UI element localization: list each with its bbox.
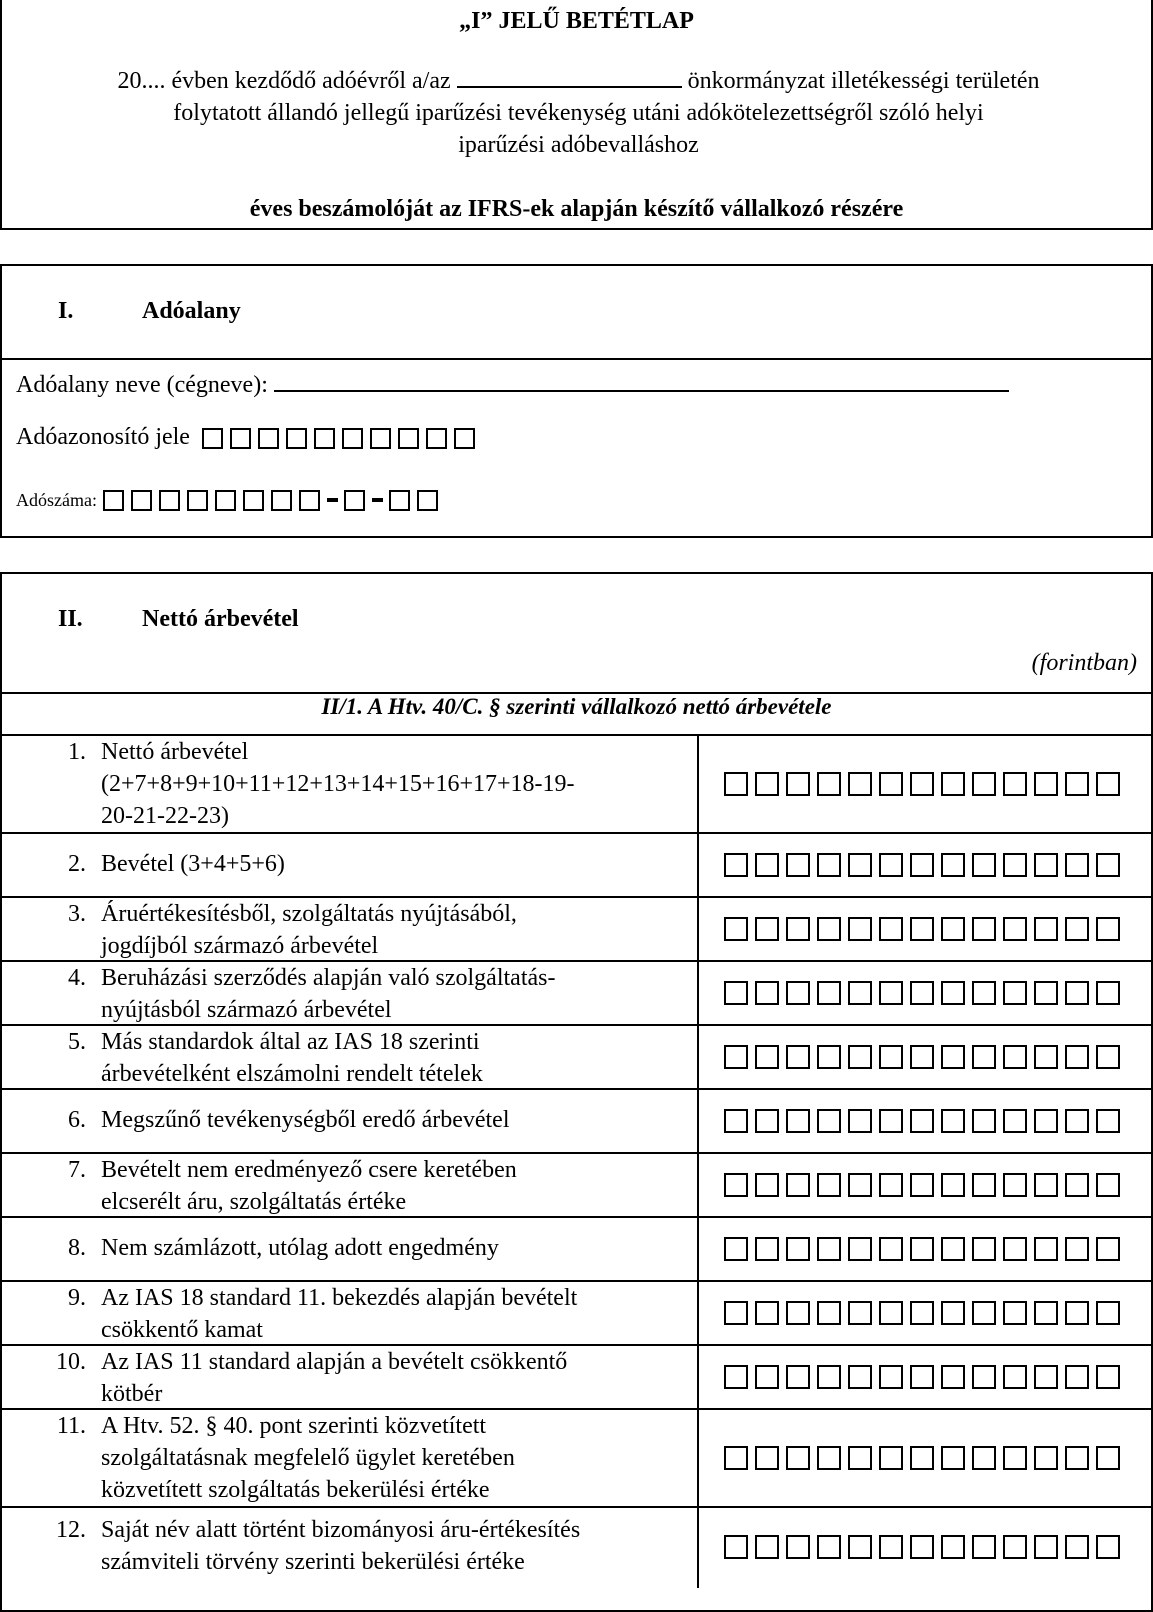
digit-box[interactable]: [817, 1045, 841, 1069]
section-number: II.: [58, 606, 83, 632]
row-number: 12.: [56, 1517, 86, 1543]
digit-box[interactable]: [454, 428, 475, 449]
description-line1-start: 20.... évben kezdődő adóévről a/az: [117, 68, 451, 94]
digit-box[interactable]: [1003, 1446, 1027, 1470]
digit-box[interactable]: [817, 1173, 841, 1197]
digit-box[interactable]: [1065, 981, 1089, 1005]
row-label: Más standardok által az IAS 18 szerinti árbevételként elszámolni rendelt tételek: [101, 1029, 483, 1087]
digit-box[interactable]: [786, 1365, 810, 1389]
digit-box[interactable]: [755, 772, 779, 796]
description-line2: folytatott állandó jellegű iparűzési tevékenység utáni adókötelezettségről szóló helyi: [173, 100, 984, 126]
digit-box[interactable]: [1003, 1045, 1027, 1069]
amount-boxes: [724, 981, 1127, 1005]
digit-box[interactable]: [941, 917, 965, 941]
digit-box[interactable]: [724, 917, 748, 941]
digit-box[interactable]: [159, 490, 180, 511]
row-number: 11.: [56, 1413, 86, 1439]
digit-box[interactable]: [848, 1301, 872, 1325]
digit-box[interactable]: [1096, 1173, 1120, 1197]
amount-boxes: [724, 1045, 1127, 1069]
taxid-boxes: [202, 424, 482, 450]
digit-box[interactable]: [389, 490, 410, 511]
section-title: Adóalany: [142, 298, 241, 324]
digit-box[interactable]: [972, 981, 996, 1005]
digit-box[interactable]: [417, 490, 438, 511]
section-heading: [58, 298, 241, 325]
digit-box[interactable]: [941, 1535, 965, 1559]
amount-boxes: [724, 1301, 1127, 1325]
table-row: [2, 1024, 1151, 1088]
row-label: Nem számlázott, utólag adott engedmény: [101, 1235, 499, 1261]
digit-box[interactable]: [1034, 1109, 1058, 1133]
digit-box[interactable]: [972, 1535, 996, 1559]
table-row: [2, 1506, 1151, 1586]
digit-box[interactable]: [910, 853, 934, 877]
amount-boxes: [724, 1173, 1127, 1197]
section-number: I.: [58, 298, 74, 324]
digit-box[interactable]: [1096, 772, 1120, 796]
row-label: Áruértékesítésből, szolgáltatás nyújtásából, jogdíjból származó árbevétel: [101, 901, 517, 959]
taxnum-boxes: [103, 486, 445, 512]
table-row: [2, 1152, 1151, 1216]
digit-box[interactable]: [1065, 1365, 1089, 1389]
column-divider: [697, 962, 699, 1026]
digit-box[interactable]: [370, 428, 391, 449]
digit-box[interactable]: [202, 428, 223, 449]
digit-box[interactable]: [1034, 772, 1058, 796]
amount-boxes: [724, 1446, 1127, 1470]
digit-box[interactable]: [724, 1301, 748, 1325]
digit-box[interactable]: [1065, 772, 1089, 796]
digit-box[interactable]: [817, 981, 841, 1005]
table-row: [2, 960, 1151, 1024]
digit-box[interactable]: [1003, 981, 1027, 1005]
digit-box[interactable]: [910, 1045, 934, 1069]
row-number: 3.: [68, 901, 86, 927]
digit-box[interactable]: [941, 1109, 965, 1133]
column-divider: [697, 1090, 699, 1154]
digit-box[interactable]: [1096, 1301, 1120, 1325]
digit-box[interactable]: [1034, 1446, 1058, 1470]
digit-box[interactable]: [941, 1045, 965, 1069]
digit-box[interactable]: [1065, 1301, 1089, 1325]
row-label: A Htv. 52. § 40. pont szerinti közvetített szolgáltatásnak megfelelő ügylet keretében közvetített szolgáltatás bekerülési értéke: [101, 1413, 515, 1503]
row-label: Az IAS 18 standard 11. bekezdés alapján bevételt csökkentő kamat: [101, 1285, 578, 1343]
form-subtitle: éves beszámolóját az IFRS-ek alapján készítő vállalkozó részére: [249, 196, 904, 222]
digit-box[interactable]: [910, 981, 934, 1005]
digit-box[interactable]: [910, 917, 934, 941]
digit-box[interactable]: [879, 981, 903, 1005]
digit-box[interactable]: [848, 772, 872, 796]
amount-boxes: [724, 1365, 1127, 1389]
subsection-heading: II/1. A Htv. 40/C. § szerinti vállalkozó nettó árbevétele: [321, 694, 832, 719]
table-row: [2, 1344, 1151, 1408]
digit-box[interactable]: [755, 1301, 779, 1325]
digit-box[interactable]: [879, 1173, 903, 1197]
digit-box[interactable]: [724, 1173, 748, 1197]
divider: [2, 358, 1151, 360]
section-title: Nettó árbevétel: [142, 606, 299, 632]
digit-box[interactable]: [879, 1301, 903, 1325]
digit-box[interactable]: [215, 490, 236, 511]
digit-box[interactable]: [1003, 1365, 1027, 1389]
digit-box[interactable]: [724, 981, 748, 1005]
digit-box[interactable]: [817, 1446, 841, 1470]
digit-box[interactable]: [972, 1365, 996, 1389]
digit-box[interactable]: [786, 1045, 810, 1069]
description-line1-end: önkormányzat illetékességi területén: [687, 68, 1040, 94]
name-row: [16, 370, 1009, 399]
taxid-row: [16, 424, 482, 451]
digit-box[interactable]: [817, 772, 841, 796]
table-row: [2, 896, 1151, 960]
digit-box[interactable]: [879, 1446, 903, 1470]
digit-box[interactable]: [941, 1301, 965, 1325]
digit-box[interactable]: [879, 1237, 903, 1261]
digit-box[interactable]: [1034, 853, 1058, 877]
digit-box[interactable]: [398, 428, 419, 449]
digit-box[interactable]: [910, 772, 934, 796]
amount-boxes: [724, 1237, 1127, 1261]
digit-box[interactable]: [786, 1535, 810, 1559]
row-number: 2.: [68, 851, 86, 877]
section-net-revenue: [0, 572, 1153, 1612]
digit-box[interactable]: [941, 1173, 965, 1197]
amount-boxes: [724, 772, 1127, 796]
digit-box[interactable]: [1065, 1446, 1089, 1470]
digit-box[interactable]: [848, 1109, 872, 1133]
amount-boxes: [724, 853, 1127, 877]
digit-box[interactable]: [344, 490, 365, 511]
digit-box[interactable]: [1034, 917, 1058, 941]
digit-box[interactable]: [230, 428, 251, 449]
digit-box[interactable]: [817, 1237, 841, 1261]
digit-box[interactable]: [724, 853, 748, 877]
row-label: Az IAS 11 standard alapján a bevételt csökkentő kötbér: [101, 1349, 568, 1407]
row-number: 7.: [68, 1157, 86, 1183]
column-divider: [697, 1346, 699, 1410]
digit-box[interactable]: [1096, 1237, 1120, 1261]
taxnum-label: Adószáma:: [16, 490, 97, 510]
table-row: [2, 1280, 1151, 1344]
row-label: Megszűnő tevékenységből eredő árbevétel: [101, 1107, 510, 1133]
digit-box[interactable]: [314, 428, 335, 449]
digit-box[interactable]: [1034, 1535, 1058, 1559]
digit-box[interactable]: [1065, 917, 1089, 941]
row-label: Saját név alatt történt bizományosi áru-értékesítés számviteli törvény szerinti bekerülési értéke: [101, 1517, 581, 1575]
digit-box[interactable]: [848, 1237, 872, 1261]
digit-box[interactable]: [972, 917, 996, 941]
digit-box[interactable]: [1065, 1535, 1089, 1559]
digit-box[interactable]: [724, 1535, 748, 1559]
digit-box[interactable]: [910, 1173, 934, 1197]
digit-box[interactable]: [755, 981, 779, 1005]
digit-box[interactable]: [817, 1535, 841, 1559]
digit-box[interactable]: [817, 853, 841, 877]
digit-box[interactable]: [342, 428, 363, 449]
digit-box[interactable]: [910, 1109, 934, 1133]
digit-box[interactable]: [879, 1045, 903, 1069]
table-row: [2, 1088, 1151, 1152]
digit-box[interactable]: [1065, 1045, 1089, 1069]
column-divider: [697, 1410, 699, 1508]
digit-box[interactable]: [817, 917, 841, 941]
table-row: [2, 1408, 1151, 1506]
digit-box[interactable]: [848, 1173, 872, 1197]
row-number: 10.: [56, 1349, 86, 1375]
table-row: [2, 734, 1151, 832]
digit-box[interactable]: [879, 772, 903, 796]
form-title: „I” JELŰ BETÉTLAP: [459, 8, 694, 34]
taxnum-row: [16, 486, 445, 513]
digit-box[interactable]: [786, 1237, 810, 1261]
digit-box[interactable]: [1003, 1237, 1027, 1261]
digit-box[interactable]: [848, 1446, 872, 1470]
digit-box[interactable]: [1003, 1109, 1027, 1133]
name-label: Adóalany neve (cégneve):: [16, 372, 268, 398]
table-row: [2, 1216, 1151, 1280]
table-row: [2, 832, 1151, 896]
amount-boxes: [724, 917, 1127, 941]
separator-dash: [327, 498, 338, 502]
column-divider: [697, 1154, 699, 1218]
digit-box[interactable]: [879, 917, 903, 941]
digit-box[interactable]: [879, 1365, 903, 1389]
digit-box[interactable]: [972, 1301, 996, 1325]
form-header: [0, 0, 1153, 230]
row-number: 9.: [68, 1285, 86, 1311]
digit-box[interactable]: [1065, 1237, 1089, 1261]
digit-box[interactable]: [1065, 853, 1089, 877]
digit-box[interactable]: [972, 1446, 996, 1470]
digit-box[interactable]: [941, 981, 965, 1005]
digit-box[interactable]: [910, 1446, 934, 1470]
digit-box[interactable]: [724, 1446, 748, 1470]
digit-box[interactable]: [1003, 772, 1027, 796]
column-divider: [697, 1282, 699, 1346]
digit-box[interactable]: [299, 490, 320, 511]
digit-box[interactable]: [755, 1446, 779, 1470]
digit-box[interactable]: [724, 1237, 748, 1261]
digit-box[interactable]: [1096, 853, 1120, 877]
digit-box[interactable]: [1003, 917, 1027, 941]
digit-box[interactable]: [755, 1365, 779, 1389]
digit-box[interactable]: [755, 853, 779, 877]
digit-box[interactable]: [786, 1446, 810, 1470]
municipality-field[interactable]: [457, 66, 682, 88]
column-divider: [697, 1218, 699, 1282]
separator-dash: [372, 498, 383, 502]
digit-box[interactable]: [910, 1535, 934, 1559]
description-line3: iparűzési adóbevalláshoz: [458, 132, 699, 158]
digit-box[interactable]: [941, 1446, 965, 1470]
digit-box[interactable]: [103, 490, 124, 511]
digit-box[interactable]: [1034, 1045, 1058, 1069]
section-taxpayer: [0, 264, 1153, 538]
digit-box[interactable]: [131, 490, 152, 511]
unit-label: (forintban): [1031, 650, 1137, 676]
digit-box[interactable]: [755, 1173, 779, 1197]
row-number: 6.: [68, 1107, 86, 1133]
form-description: [42, 65, 1115, 161]
digit-box[interactable]: [848, 981, 872, 1005]
row-number: 5.: [68, 1029, 86, 1055]
digit-box[interactable]: [817, 1301, 841, 1325]
digit-box[interactable]: [1096, 1365, 1120, 1389]
digit-box[interactable]: [972, 1173, 996, 1197]
digit-box[interactable]: [243, 490, 264, 511]
digit-box[interactable]: [972, 853, 996, 877]
digit-box[interactable]: [1096, 1109, 1120, 1133]
digit-box[interactable]: [1003, 1535, 1027, 1559]
digit-box[interactable]: [1003, 853, 1027, 877]
digit-box[interactable]: [1034, 981, 1058, 1005]
digit-box[interactable]: [848, 1045, 872, 1069]
column-divider: [697, 736, 699, 834]
digit-box[interactable]: [1065, 1173, 1089, 1197]
row-label: Bevétel (3+4+5+6): [101, 851, 285, 877]
digit-box[interactable]: [848, 1535, 872, 1559]
digit-box[interactable]: [848, 853, 872, 877]
digit-box[interactable]: [1003, 1301, 1027, 1325]
digit-box[interactable]: [972, 1109, 996, 1133]
taxid-label: Adóazonosító jele: [16, 424, 190, 450]
digit-box[interactable]: [786, 853, 810, 877]
digit-box[interactable]: [1096, 917, 1120, 941]
digit-box[interactable]: [941, 853, 965, 877]
column-divider: [697, 1026, 699, 1090]
digit-box[interactable]: [786, 772, 810, 796]
section-heading: [58, 606, 299, 633]
digit-box[interactable]: [786, 1173, 810, 1197]
digit-box[interactable]: [1065, 1109, 1089, 1133]
digit-box[interactable]: [755, 1109, 779, 1133]
digit-box[interactable]: [1096, 1045, 1120, 1069]
digit-box[interactable]: [426, 428, 447, 449]
amount-boxes: [724, 1535, 1127, 1559]
column-divider: [697, 834, 699, 898]
digit-box[interactable]: [724, 1109, 748, 1133]
digit-box[interactable]: [1096, 981, 1120, 1005]
digit-box[interactable]: [879, 853, 903, 877]
digit-box[interactable]: [1034, 1301, 1058, 1325]
row-label: Beruházási szerződés alapján való szolgáltatás- nyújtásból származó árbevétel: [101, 965, 556, 1023]
row-number: 1.: [68, 739, 86, 765]
digit-box[interactable]: [755, 1535, 779, 1559]
digit-box[interactable]: [786, 917, 810, 941]
digit-box[interactable]: [786, 981, 810, 1005]
digit-box[interactable]: [910, 1237, 934, 1261]
digit-box[interactable]: [879, 1535, 903, 1559]
digit-box[interactable]: [755, 1045, 779, 1069]
row-number: 4.: [68, 965, 86, 991]
digit-box[interactable]: [972, 772, 996, 796]
digit-box[interactable]: [724, 772, 748, 796]
digit-box[interactable]: [271, 490, 292, 511]
digit-box[interactable]: [941, 772, 965, 796]
row-label: Bevételt nem eredményező csere keretében elcserélt áru, szolgáltatás értéke: [101, 1157, 517, 1215]
digit-box[interactable]: [286, 428, 307, 449]
digit-box[interactable]: [879, 1109, 903, 1133]
digit-box[interactable]: [848, 1365, 872, 1389]
digit-box[interactable]: [258, 428, 279, 449]
column-divider: [697, 898, 699, 962]
digit-box[interactable]: [786, 1109, 810, 1133]
digit-box[interactable]: [972, 1237, 996, 1261]
column-divider: [697, 1508, 699, 1588]
digit-box[interactable]: [910, 1301, 934, 1325]
name-field[interactable]: [274, 370, 1009, 392]
digit-box[interactable]: [1034, 1365, 1058, 1389]
digit-box[interactable]: [1096, 1535, 1120, 1559]
digit-box[interactable]: [724, 1045, 748, 1069]
amount-boxes: [724, 1109, 1127, 1133]
digit-box[interactable]: [910, 1365, 934, 1389]
digit-box[interactable]: [786, 1301, 810, 1325]
row-label: Nettó árbevétel (2+7+8+9+10+11+12+13+14+15+16+17+18-19- 20-21-22-23): [101, 739, 575, 829]
digit-box[interactable]: [187, 490, 208, 511]
row-number: 8.: [68, 1235, 86, 1261]
digit-box[interactable]: [724, 1365, 748, 1389]
digit-box[interactable]: [1034, 1237, 1058, 1261]
digit-box[interactable]: [972, 1045, 996, 1069]
digit-box[interactable]: [817, 1365, 841, 1389]
digit-box[interactable]: [1003, 1173, 1027, 1197]
digit-box[interactable]: [755, 1237, 779, 1261]
digit-box[interactable]: [817, 1109, 841, 1133]
digit-box[interactable]: [941, 1237, 965, 1261]
digit-box[interactable]: [1034, 1173, 1058, 1197]
digit-box[interactable]: [941, 1365, 965, 1389]
digit-box[interactable]: [755, 917, 779, 941]
digit-box[interactable]: [1096, 1446, 1120, 1470]
digit-box[interactable]: [848, 917, 872, 941]
